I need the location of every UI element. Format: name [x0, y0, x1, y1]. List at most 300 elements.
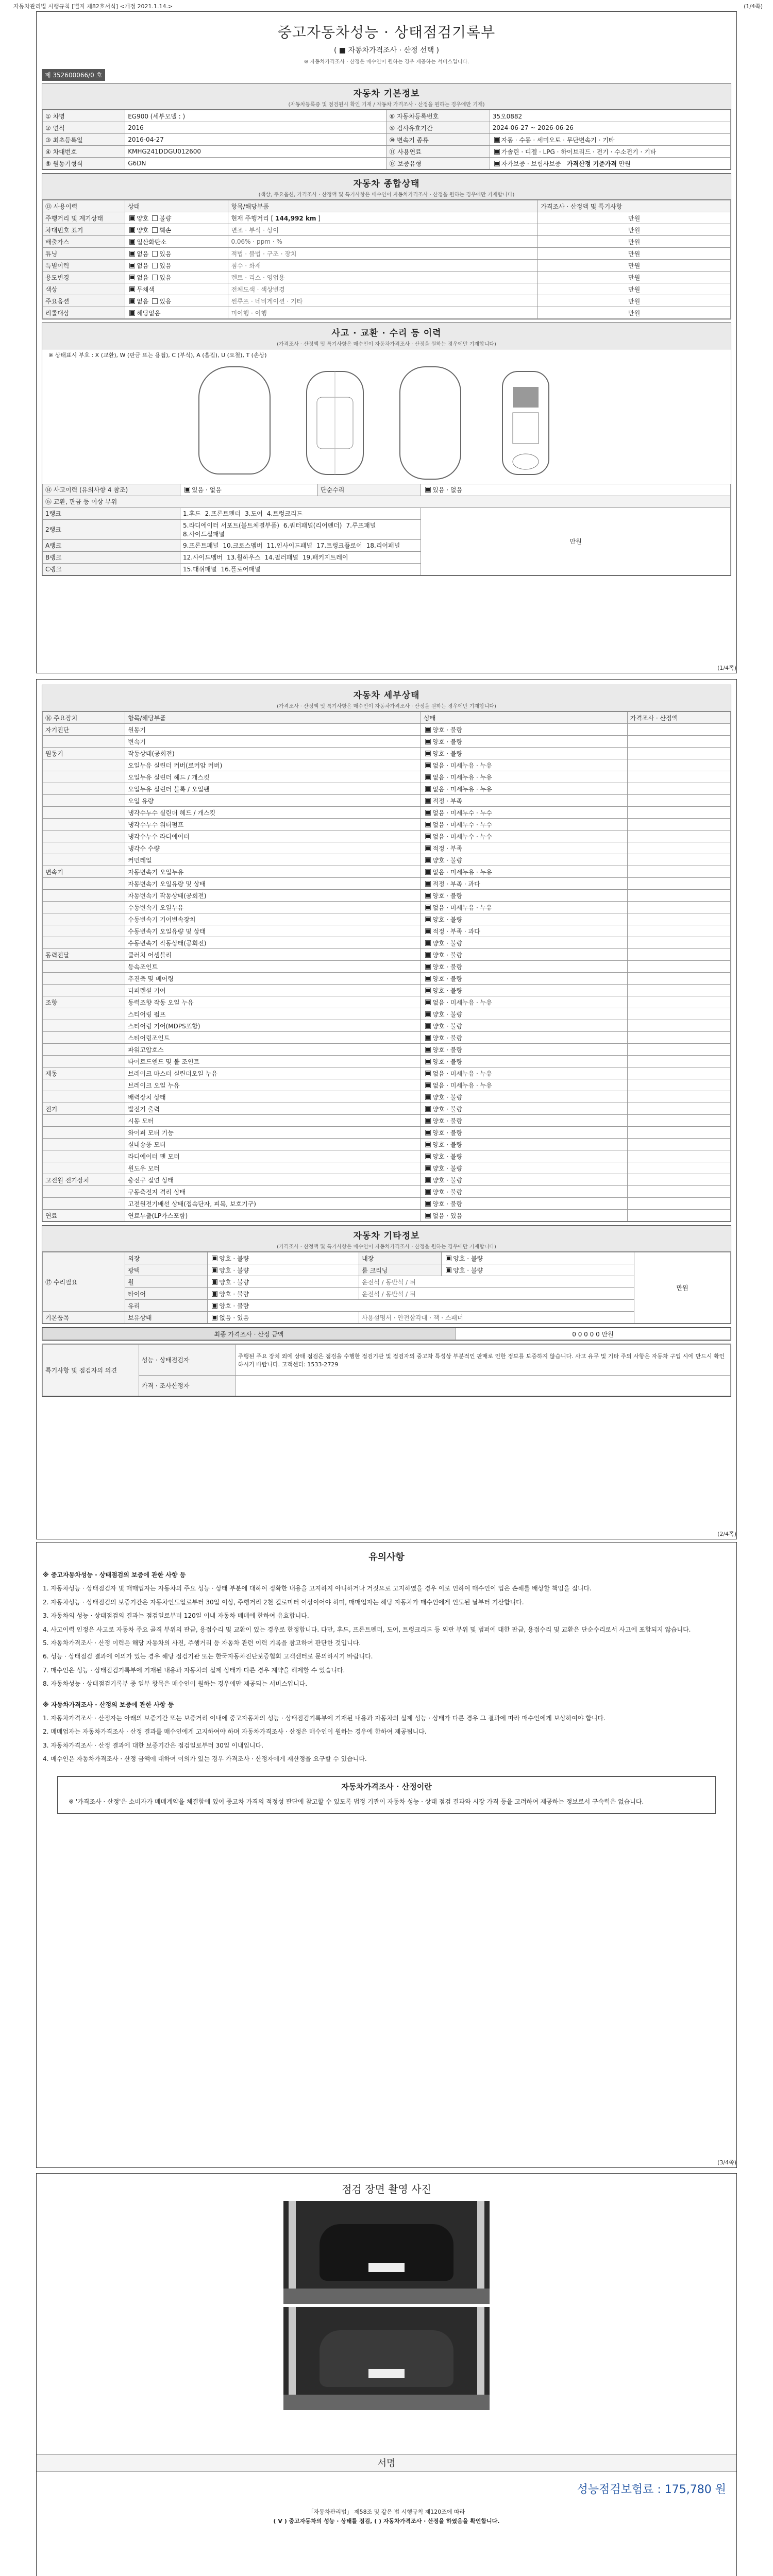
item-state: 양호 · 불량 [219, 1278, 249, 1286]
note-item: 3. 자동차의 성능 · 상태점검의 결과는 점검일로부터 120일 이내 자동차 매매에 한하여 유효합니다. [43, 1612, 309, 1620]
part-state: 없음 · 미세누유 · 누유 [432, 1070, 492, 1077]
checkbox-checked [425, 1213, 431, 1218]
checkbox-checked [425, 928, 431, 934]
part-label: 브레이크 마스터 실린더오일 누유 [128, 1070, 217, 1077]
price-base-label: 가격산정 기준가격 [566, 160, 617, 167]
price-cell [627, 878, 730, 890]
checkbox-checked [425, 798, 431, 804]
price-cell [627, 1067, 730, 1079]
item-state: 양호 · 불량 [219, 1255, 249, 1262]
detail-row [43, 890, 731, 902]
note-item: 8. 자동차성능 · 상태점검기록부 중 일부 항목은 매수인이 원하는 경우에만 제공되는 서비스입니다. [43, 1680, 308, 1688]
checkbox-checked [212, 1315, 217, 1320]
part-state: 양호 · 불량 [432, 1010, 463, 1018]
row-label: 리콜대상 [43, 307, 125, 319]
sign-statement [37, 2503, 736, 2526]
overall-row: 용도변경 없음 있음 렌트 · 리스 · 영업용 만원 [43, 272, 731, 283]
form-header [0, 0, 773, 9]
basic-info-section [42, 83, 731, 170]
doc-title: 중고자동차성능 · 상태점검기록부 [277, 24, 496, 41]
checkbox [152, 215, 158, 221]
special-row [43, 1345, 731, 1376]
row-label: 차대번호 표기 [43, 224, 125, 236]
detail-row [43, 961, 731, 973]
accident-note: (가격조사 · 산정액 및 특기사항은 매수인이 자동차가격조사 · 산정을 원하는 경우에만 기재합니다) [277, 342, 496, 347]
detail-row [43, 866, 731, 878]
notes-list-1 [37, 1582, 736, 1690]
fuel-options [490, 146, 730, 158]
special-section [42, 1344, 731, 1397]
device-group: 고전원 전기장치 [45, 1176, 89, 1184]
price-cell [627, 831, 730, 842]
overall-row: 특별이력 없음 있음 침수 · 화재 만원 [43, 260, 731, 272]
car-frame-diagram-icon [477, 366, 575, 480]
part-state: 양호 · 불량 [432, 1105, 463, 1113]
item-list: 사용설명서 · 안전삼각대 · 잭 · 스패너 [359, 1312, 634, 1324]
detail-row [43, 1103, 731, 1115]
price-cell [627, 1198, 730, 1210]
rank-label: A랭크 [43, 539, 180, 551]
item-position: 운전석 / 동반석 / 뒤 [359, 1288, 634, 1300]
part-state: 적정 · 부족 · 과다 [432, 927, 480, 935]
part-label: 추진축 및 베어링 [128, 975, 174, 982]
price-cell [627, 1044, 730, 1056]
note-item: 2. 자동차성능 · 상태점검의 보증기간은 자동차인도일로부터 30일 이상, 주행거리 2천 킬로미터 이상이어야 하며, 매매업자는 해당 자동차가 매수인에게 인도된 날부터 기산합니다. [43, 1598, 524, 1606]
part-label: 오일누유 실린더 커버(로커암 커버) [128, 761, 223, 769]
checkbox [152, 251, 158, 257]
rank-row [43, 507, 731, 519]
sign-line-2: ( V ) 중고자동차의 성능 · 상태를 점검, ( ) 자동차가격조사 · 산정을 하였음을 확인합니다. [273, 2517, 500, 2524]
detail-row [43, 831, 731, 842]
other-category: 기본품목 [43, 1312, 125, 1324]
checkbox-checked [425, 940, 431, 946]
car-front-icon [198, 366, 271, 474]
field-value: G6DN [125, 158, 386, 170]
checkbox-checked [212, 1279, 217, 1285]
special-row [43, 1376, 731, 1396]
part-label: 수동변속기 기어변속장치 [128, 916, 196, 923]
checkbox-checked [425, 1154, 431, 1159]
detail-table [42, 711, 731, 1222]
overall-title: 자동차 종합상태 [353, 179, 420, 189]
price-cell [627, 913, 730, 925]
price-cell [627, 1174, 730, 1186]
checkbox-checked [425, 893, 431, 899]
part-label: 충전구 절연 상태 [128, 1176, 174, 1184]
note-item: 1. 자동차성능 · 상태점검자 및 매매업자는 자동차의 주요 성능 · 상태 부분에 대하여 정확한 내용을 고지하지 아니하거나 거짓으로 고지하였을 경우 이로 인하여 매수인이 입은 손해를 배상할 책임을 집니다. [43, 1585, 592, 1592]
row-label: 주행거리 및 계기상태 [43, 212, 125, 224]
notes-h2: ※ 자동차가격조사 · 산정의 보증에 관한 사항 등 [43, 1701, 174, 1708]
sign-line-1: 「자동차관리법」 제58조 및 같은 법 시행규칙 제120조에 따라 [308, 2509, 465, 2515]
item-label: 내장 [359, 1252, 442, 1264]
accident-legend: ※ 상태표시 부호 : X (교환), W (판금 또는 용접), C (부식), A (흠집), U (요철), T (손상) [48, 352, 267, 359]
overall-row: 차대번호 표기 양호 훼손 변조 · 부식 · 상이 만원 [43, 224, 731, 236]
checkbox-checked [425, 905, 431, 910]
checkbox-checked [425, 487, 431, 493]
detail-row [43, 973, 731, 985]
field-label: ⑪ 사용연료 [386, 146, 490, 158]
photo-title: 점검 장면 촬영 사진 [342, 2183, 431, 2195]
basic-info-note: (자동차등록증 및 점검원시 확인 기재 / 자동차 가격조사 · 산정을 원하는 경우에만 기재) [288, 102, 485, 108]
item-label: 유리 [125, 1300, 208, 1312]
checkbox-checked [212, 1267, 217, 1273]
part-label: 7.루프패널 [346, 521, 376, 529]
checkbox-checked [494, 149, 500, 155]
price-cell [627, 724, 730, 736]
checkbox-checked [129, 227, 135, 233]
part-state: 양호 · 불량 [432, 1058, 463, 1065]
basic-row [43, 122, 731, 134]
inspection-photo-front [283, 2201, 490, 2304]
checkbox-checked [212, 1291, 217, 1297]
checkbox [152, 275, 158, 280]
checkbox-checked [425, 1082, 431, 1088]
basic-row [43, 110, 731, 122]
field-value: EG900 (세부모델 : ) [125, 110, 386, 122]
part-label: 14.필러패널 [264, 554, 298, 562]
price-cell [627, 1056, 730, 1067]
item-label: 보유상태 [125, 1312, 208, 1324]
part-state: 없음 · 있음 [432, 1212, 463, 1219]
item-position: 운전석 / 동반석 / 뒤 [359, 1276, 634, 1288]
part-label: 9.프론트패널 [183, 542, 219, 550]
detail-title: 자동차 세부상태 [353, 690, 420, 701]
special-inspector: 성능 · 상태점검자 [139, 1345, 235, 1376]
checkbox-checked [425, 1177, 431, 1183]
device-group: 조향 [45, 998, 58, 1006]
price-cell [627, 1091, 730, 1103]
doc-title-box [114, 21, 659, 65]
overall-section [42, 173, 731, 319]
price-cell [627, 1115, 730, 1127]
checkbox-checked [425, 762, 431, 768]
overall-row: 리콜대상 해당없음 미이행 · 이행 만원 [43, 307, 731, 319]
final-price-value: 0 0 0 0 0 만원 [456, 1328, 731, 1340]
final-price-section [42, 1327, 731, 1341]
car-diagram [42, 362, 731, 484]
checkbox-checked [129, 286, 135, 292]
field-value: 2016-04-27 [125, 134, 386, 146]
detail-row [43, 878, 731, 890]
note-item: 7. 매수인은 성능 · 상태점검기록부에 기재된 내용과 자동차의 실제 상태가 다른 경우 계약을 해제할 수 있습니다. [43, 1666, 345, 1674]
field-value: KMHG241DDGU012600 [125, 146, 386, 158]
detail-row [43, 1198, 731, 1210]
checkbox-checked [212, 1303, 217, 1309]
detail-row [43, 1162, 731, 1174]
car-frame-icon [477, 366, 575, 480]
page-number: (1/4쪽) [717, 665, 736, 671]
price-cell [627, 1139, 730, 1150]
part-state: 양호 · 불량 [432, 1164, 463, 1172]
overall-row: 색상 무채색 전체도색 · 색상변경 만원 [43, 283, 731, 295]
part-state: 양호 · 불량 [432, 987, 463, 994]
part-label: 냉각수누수 워터펌프 [128, 821, 184, 828]
checkbox-checked [425, 727, 431, 733]
checkbox-checked [425, 1011, 431, 1017]
part-label: 3.도어 [245, 510, 263, 518]
detail-row [43, 736, 731, 748]
price-cell [627, 1020, 730, 1032]
inspection-photo-rear [283, 2307, 490, 2410]
price-cell [627, 1186, 730, 1198]
part-label: 고전원전기배선 상태(접속단자, 피복, 보호기구) [128, 1200, 256, 1208]
checkbox-checked [425, 834, 431, 839]
detail-row [43, 759, 731, 771]
doc-subnote: ※ 자동차가격조사 · 산정은 매수인이 원하는 경우 제공하는 서비스입니다. [304, 59, 469, 65]
checkbox-checked [425, 1130, 431, 1136]
part-label: 12.사이드멤버 [183, 554, 223, 562]
note-item: 3. 자동차가격조사 · 산정 결과에 대한 보증기간은 점검일로부터 30일 이내입니다. [43, 1741, 264, 1749]
part-label: 19.패키지트레이 [302, 554, 348, 562]
col-header: 항목/해당부품 [125, 712, 421, 724]
detail-row [43, 1008, 731, 1020]
field-label: ② 연식 [43, 122, 125, 134]
part-state: 양호 · 불량 [432, 1141, 463, 1148]
price-cell [627, 819, 730, 831]
accident-row [43, 496, 731, 507]
part-state: 양호 · 불량 [432, 738, 463, 745]
accident-row [43, 484, 731, 496]
part-label: 발전기 출력 [128, 1105, 160, 1113]
detail-row [43, 902, 731, 913]
item-label: 외장 [125, 1252, 208, 1264]
part-label: 스티어링조인트 [128, 1034, 170, 1042]
checkbox-checked [425, 1023, 431, 1029]
part-label: 자동변속기 오일누유 [128, 868, 184, 876]
part-state: 양호 · 불량 [432, 856, 463, 864]
part-label: 등속조인트 [128, 963, 158, 971]
detail-row [43, 1044, 731, 1056]
detail-row [43, 795, 731, 807]
price-cell [627, 902, 730, 913]
col-header: 상태 [421, 712, 628, 724]
note-item: 2. 매매업자는 자동차가격조사 · 산정 결과를 매수인에게 고지하여야 하며 자동차가격조사 · 산정은 매수인이 원하는 경우에 한하여 제공됩니다. [43, 1728, 427, 1736]
detail-row [43, 1056, 731, 1067]
overall-row: 주행거리 및 계기상태 양호 불량 현재 주행거리 [ 144,992 km ] 만원 [43, 212, 731, 224]
detail-row [43, 819, 731, 831]
part-label: 실내송풍 모터 [128, 1141, 166, 1148]
form-header-right: (1/4쪽) [744, 3, 763, 10]
price-cell [627, 1032, 730, 1044]
checkbox-checked [425, 1118, 431, 1124]
part-state: 없음 · 미세누유 · 누유 [432, 1081, 492, 1089]
detail-row [43, 748, 731, 759]
device-group: 동력전달 [45, 951, 70, 959]
part-state: 적정 · 부족 [432, 797, 463, 805]
note-item: 4. 사고이력 인정은 사고로 자동차 주요 골격 부위의 판금, 용접수리 및 교환이 있는 경우로 한정합니다. 다만, 후드, 프론트펜더, 도어, 트렁크리드 등 외판 부위 및 범퍼에 대한 판금, 용접수리 및 교환은 단순수리로서 사고에 포함되지 않습니다. [43, 1625, 691, 1633]
item-state: 양호 · 불량 [219, 1266, 249, 1274]
part-label: 라디에이터 팬 모터 [128, 1153, 180, 1160]
price-cell [627, 1079, 730, 1091]
item-state: 양호 · 불량 [219, 1302, 249, 1310]
checkbox [152, 227, 158, 233]
price-cell [627, 736, 730, 748]
note-item: 4. 매수인은 자동차가격조사 · 산정 금액에 대하여 이의가 있는 경우 가격조사 · 산정자에게 재산정을 요구할 수 있습니다. [43, 1755, 367, 1763]
other-info-note: (가격조사 · 산정액 및 특기사항은 매수인이 자동차가격조사 · 산정을 원하는 경우에만 기재합니다) [277, 1244, 496, 1250]
price-cell [627, 783, 730, 795]
part-label: 원동기 [128, 726, 146, 734]
checkbox-checked [425, 881, 431, 887]
part-state: 양호 · 불량 [432, 1153, 463, 1160]
price-cell [627, 937, 730, 949]
item-state: 양호 · 불량 [453, 1266, 483, 1274]
checkbox-checked [425, 1035, 431, 1041]
detail-row [43, 854, 731, 866]
part-state: 양호 · 불량 [432, 963, 463, 971]
note-item: 6. 성능 · 상태점검 결과에 이의가 있는 경우 해당 점검기관 또는 한국자동차진단보증협회 고객센터로 문의하시기 바랍니다. [43, 1653, 373, 1660]
checkbox-checked [425, 786, 431, 792]
part-label: 배력장치 상태 [128, 1093, 166, 1101]
detail-row [43, 1079, 731, 1091]
price-cell [627, 890, 730, 902]
checkbox-checked [446, 1267, 451, 1273]
item-state: 양호 · 불량 [453, 1255, 483, 1262]
notes-title: 유의사항 [368, 1552, 405, 1563]
part-label: 13.휠하우스 [227, 554, 261, 562]
detail-row [43, 771, 731, 783]
checkbox-checked [129, 275, 135, 280]
detail-row [43, 1174, 731, 1186]
checkbox-checked [425, 1106, 431, 1112]
part-label: 5.라디에이터 서포트(볼트체결부품) [183, 521, 279, 529]
part-label: 자동변속기 작동상태(공회전) [128, 892, 207, 900]
part-state: 없음 · 미세누유 · 누유 [432, 868, 492, 876]
checkbox-checked [425, 1165, 431, 1171]
part-label: 10.크로스멤버 [223, 542, 263, 550]
price-cell [627, 973, 730, 985]
detail-row [43, 1127, 731, 1139]
part-label: 18.리어패널 [366, 542, 400, 550]
part-state: 없음 · 미세누유 · 누유 [432, 998, 492, 1006]
part-state: 없음 · 미세누유 · 누유 [432, 773, 492, 781]
price-cell [627, 1210, 730, 1222]
part-state: 양호 · 불량 [432, 750, 463, 757]
outer-panel-label: ⑮ 교환, 판금 등 이상 부위 [43, 496, 731, 507]
detail-row [43, 1150, 731, 1162]
price-cell [627, 759, 730, 771]
car-rear-icon [399, 366, 461, 480]
form-header-left: 자동차관리법 시행규칙 [별지 제82호서식] <개정 2021.1.14.> [13, 3, 173, 10]
checkbox-checked [425, 1059, 431, 1064]
part-label: 오일누유 실린더 헤드 / 개스킷 [128, 773, 210, 781]
other-row [43, 1252, 731, 1264]
item-label: 룸 크리닝 [359, 1264, 442, 1276]
part-label: 8.사이드실패널 [183, 530, 225, 538]
detail-row [43, 1115, 731, 1127]
overall-header-row [43, 200, 731, 212]
warranty-value: 자가보증 · 보험사보증 [501, 160, 561, 167]
page-4 [36, 2173, 737, 2576]
part-label: 연료누출(LP가스포함) [128, 1212, 188, 1219]
detail-row [43, 985, 731, 996]
rank-label: C랭크 [43, 563, 180, 575]
notes-h1: ※ 중고자동차성능 · 상태점검의 보증에 관한 사항 등 [43, 1571, 186, 1579]
page-1 [36, 11, 737, 673]
part-state: 양호 · 불량 [432, 1176, 463, 1184]
checkbox-checked [425, 1047, 431, 1053]
row-label: 용도변경 [43, 272, 125, 283]
checkbox [152, 263, 158, 268]
checkbox-checked [494, 137, 500, 143]
part-label: 2.프론트펜더 [205, 510, 241, 518]
part-label: 스티어링 펌프 [128, 1010, 166, 1018]
part-label: 오일누유 실린더 블록 / 오일팬 [128, 785, 210, 793]
part-label: 타이로드엔드 및 볼 조인트 [128, 1058, 200, 1065]
overall-row: 배출가스 일산화탄소 0.06% · ppm · % 만원 [43, 236, 731, 248]
accident-table [42, 484, 731, 575]
overall-note: (색상, 주요옵션, 가격조사 · 산정액 및 특기사항은 매수인이 자동차가격조사 · 산정을 원하는 경우에만 기재합니다) [258, 192, 515, 198]
detail-row [43, 807, 731, 819]
detail-row [43, 1067, 731, 1079]
field-value: 2024-06-27 ~ 2026-06-26 [490, 122, 730, 134]
price-base-unit: 만원 [618, 160, 631, 167]
rank-label: 1랭크 [43, 507, 180, 519]
detail-row [43, 925, 731, 937]
part-label: 11.인사이드패널 [266, 542, 313, 550]
checkbox-checked [425, 988, 431, 993]
detail-section [42, 685, 731, 1222]
detail-row [43, 1020, 731, 1032]
overall-table [42, 200, 731, 319]
part-label: 6.쿼터패널(리어펜더) [283, 521, 342, 529]
col-header: 상태 [125, 200, 228, 212]
part-state: 없음 · 미세누유 · 누유 [432, 785, 492, 793]
fee-line: 성능점검보험료 : 175,780 원 [577, 2483, 726, 2496]
rank-label: B랭크 [43, 551, 180, 563]
checkbox-checked [425, 822, 431, 827]
checkbox-checked [425, 1142, 431, 1147]
accident-section [42, 323, 731, 576]
checkbox [152, 298, 158, 304]
item-label: 광택 [125, 1264, 208, 1276]
device-group: 자기진단 [45, 726, 70, 734]
part-label: 구동축전지 격리 상태 [128, 1188, 186, 1196]
checkbox-checked [425, 999, 431, 1005]
field-label: ④ 차대번호 [43, 146, 125, 158]
other-info-table [42, 1252, 731, 1324]
part-state: 양호 · 불량 [432, 1188, 463, 1196]
price-cell [627, 925, 730, 937]
page-3 [36, 1542, 737, 2168]
rank-label: 2랭크 [43, 519, 180, 539]
checkbox-checked [425, 1189, 431, 1195]
row-label: 배출가스 [43, 236, 125, 248]
detail-row [43, 1210, 731, 1222]
detail-row [43, 842, 731, 854]
checkbox-checked [425, 952, 431, 958]
part-label: 변속기 [128, 738, 146, 745]
notes-list-2 [37, 1711, 736, 1766]
overall-row: 튜닝 없음 있음 적법 · 불법 · 구조 · 장치 만원 [43, 248, 731, 260]
detail-row [43, 724, 731, 736]
signature-label: 서명 [37, 2454, 736, 2472]
checkbox-checked [446, 1256, 451, 1261]
part-state: 양호 · 불량 [432, 1129, 463, 1137]
car-side-icon [286, 366, 384, 480]
part-label: 17.트렁크플로어 [316, 542, 362, 550]
basic-info-table [42, 110, 731, 170]
detail-row [43, 783, 731, 795]
accident-price: 만원 [421, 507, 731, 575]
page-number: (3/4쪽) [717, 2159, 736, 2166]
checkbox-checked [129, 310, 135, 316]
part-label: 와이퍼 모터 기능 [128, 1129, 174, 1137]
accident-answer: 있음 · 없음 [192, 486, 222, 494]
part-state: 없음 · 미세누유 · 누유 [432, 761, 492, 769]
price-cell [627, 1150, 730, 1162]
fuel-value: 가솔린 · 디젤 · LPG · 하이브리드 · 전기 · 수소전기 · 기타 [501, 148, 657, 156]
checkbox-checked [425, 1094, 431, 1100]
